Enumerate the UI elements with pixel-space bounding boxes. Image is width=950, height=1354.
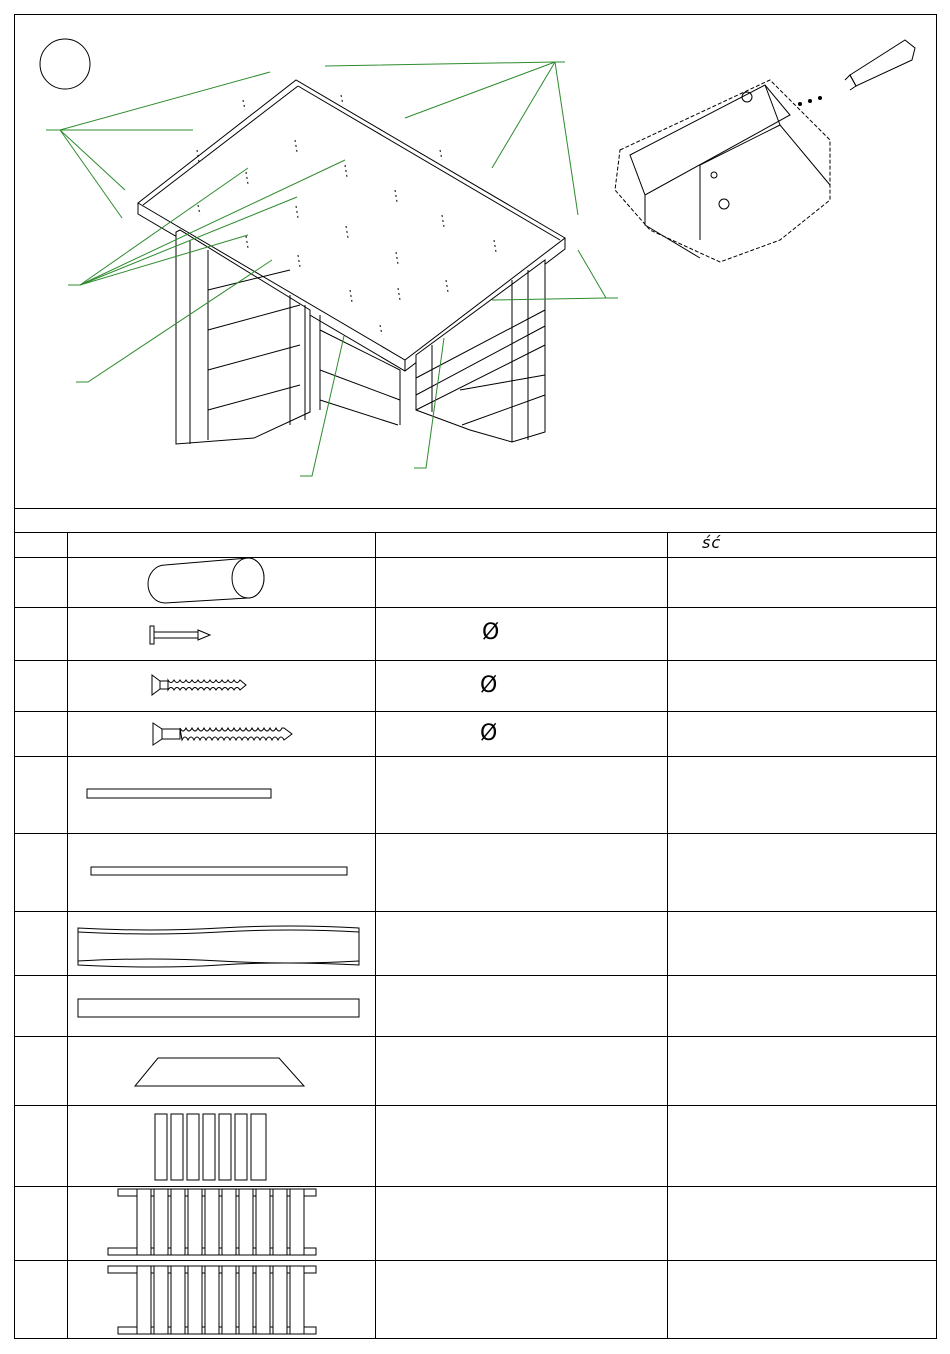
col-divider bbox=[667, 532, 668, 1339]
nail-diameter-symbol: Ø bbox=[482, 620, 500, 645]
header-quantity-label: ść bbox=[702, 533, 722, 552]
table-header-border bbox=[14, 532, 937, 533]
step-number-circle bbox=[40, 39, 90, 89]
row-divider bbox=[14, 975, 937, 976]
row-divider bbox=[14, 833, 937, 834]
row-divider bbox=[14, 607, 937, 608]
row-divider bbox=[14, 756, 937, 757]
row-divider bbox=[14, 660, 937, 661]
row-divider bbox=[14, 1036, 937, 1037]
col-divider bbox=[375, 532, 376, 1339]
table-top-border bbox=[14, 508, 937, 509]
col-divider bbox=[67, 532, 68, 1339]
row-divider bbox=[14, 911, 937, 912]
assembly-drawing bbox=[0, 0, 950, 510]
long-screw-diameter-symbol: Ø bbox=[480, 721, 498, 746]
row-divider bbox=[14, 1260, 937, 1261]
row-divider bbox=[14, 711, 937, 712]
row-divider bbox=[14, 1186, 937, 1187]
row-divider bbox=[14, 557, 937, 558]
short-screw-diameter-symbol: Ø bbox=[480, 673, 498, 698]
row-divider bbox=[14, 1105, 937, 1106]
